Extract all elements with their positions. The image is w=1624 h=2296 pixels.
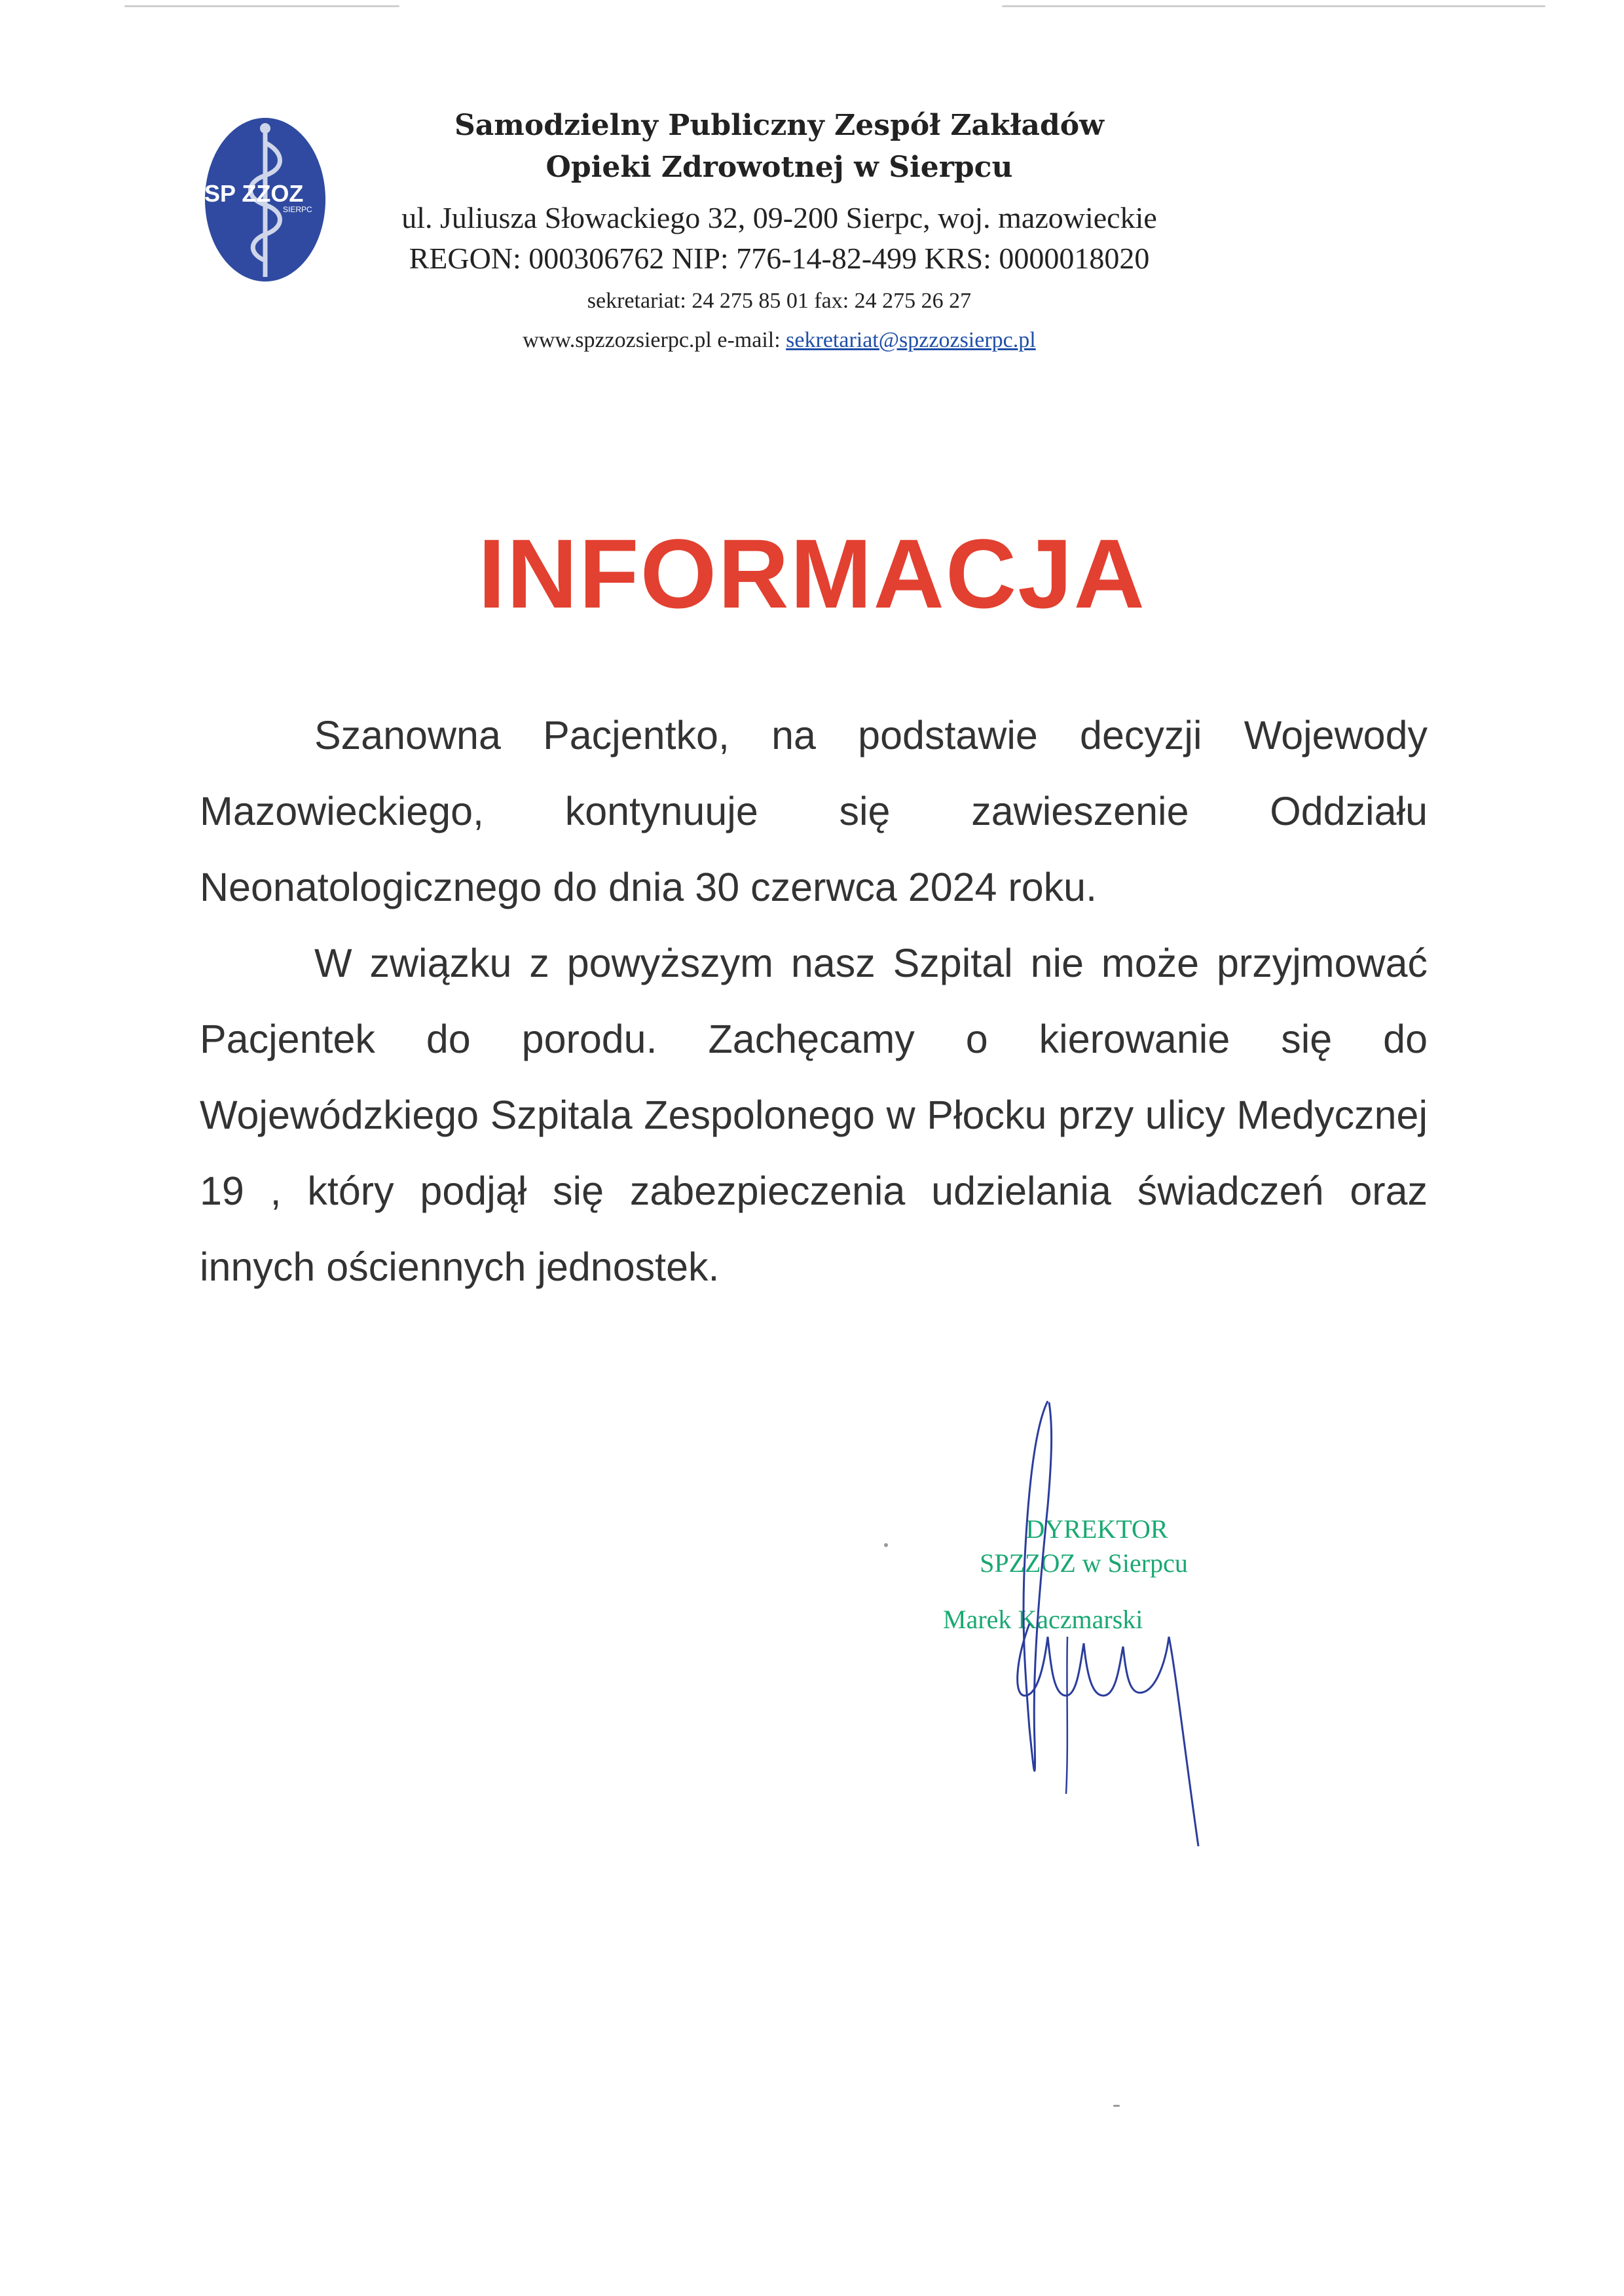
document-body xyxy=(200,697,1428,1305)
hospital-logo xyxy=(203,117,327,283)
org-web-email xyxy=(327,323,1231,357)
logo-city: SIERPC xyxy=(283,205,312,214)
org-address: ul. Juliusza Słowackiego 32, 09-200 Sierpc, woj. mazowieckie xyxy=(401,201,1157,234)
paragraph: W związku z powyższym nasz Szpital nie może przyjmować Pacjentek do porodu. Zachęcamy o kierowanie się do Wojewódzkiego Szpitala Zespolonego w Płocku przy ulicy Medycznej 19 , który podjął się zabezpieczenia udzielania świadczeń oraz innych ościennych jednostek. xyxy=(200,941,1428,1289)
scan-speck xyxy=(1113,2105,1120,2107)
handwritten-signature xyxy=(989,1388,1251,1872)
org-name-line2: Opieki Zdrowotnej w Sierpcu xyxy=(545,151,1013,184)
paragraph: Szanowna Pacjentko, na podstawie decyzji Wojewody Mazowieckiego, kontynuuje się zawieszenie Oddziału Neonatologicznego do dnia 30 czerwca 2024 roku. xyxy=(200,713,1428,909)
email-link[interactable]: sekretariat@spzzozsierpc.pl xyxy=(786,328,1036,352)
scan-speck xyxy=(884,1543,888,1547)
stamp-org: SPZZOZ w Sierpcu xyxy=(980,1548,1188,1578)
logo-abbrev: SP ZZOZ xyxy=(204,180,304,207)
org-phones: sekretariat: 24 275 85 01 fax: 24 275 26 27 xyxy=(587,289,972,313)
stamp-title: DYREKTOR xyxy=(1025,1514,1168,1544)
letterhead-text xyxy=(327,105,1231,357)
scan-edge-right xyxy=(1002,5,1545,7)
stamp-name: Marek Kaczmarski xyxy=(943,1605,1143,1634)
org-registry: REGON: 000306762 NIP: 776-14-82-499 KRS: 0000018020 xyxy=(409,242,1150,275)
org-name-line1: Samodzielny Publiczny Zespół Zakładów xyxy=(454,109,1104,142)
letterhead xyxy=(196,105,1310,386)
scan-edge-left xyxy=(124,5,399,7)
document-title: INFORMACJA xyxy=(478,519,1146,629)
website-label: www.spzzozsierpc.pl e-mail: xyxy=(523,328,786,352)
